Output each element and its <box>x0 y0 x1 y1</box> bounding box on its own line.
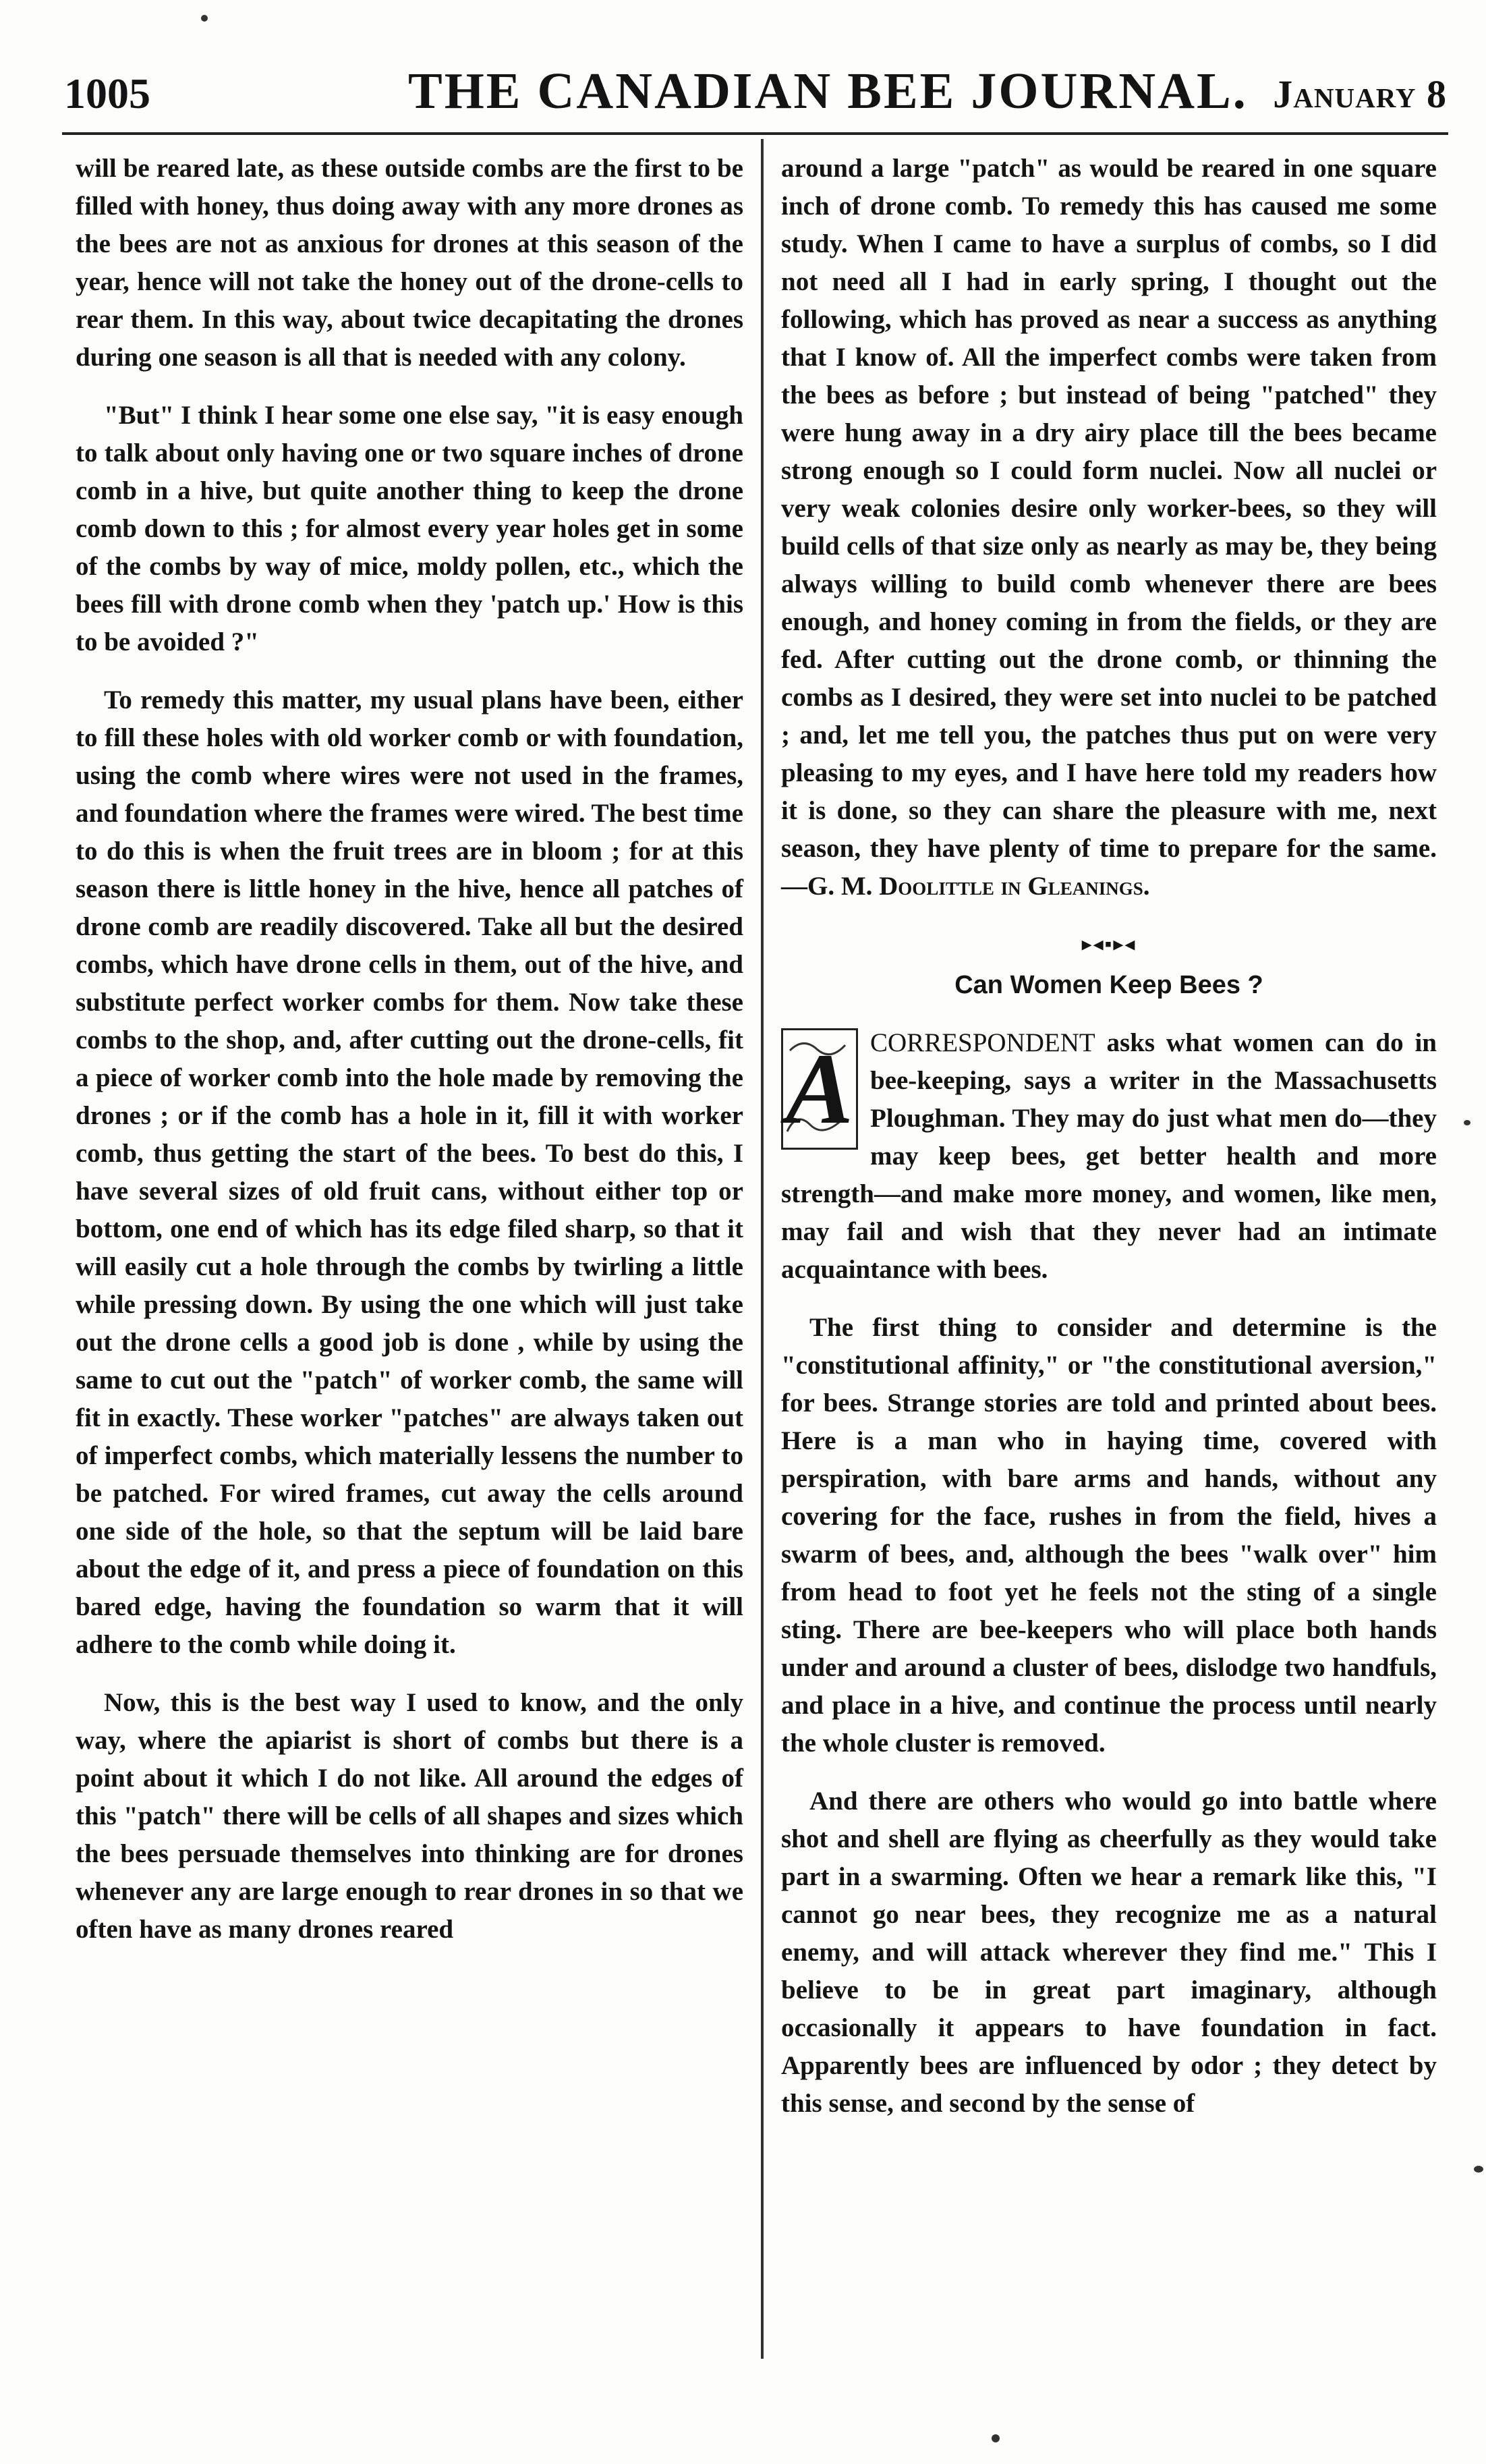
lead-paragraph <box>781 1024 1437 1289</box>
journal-title: THE CANADIAN BEE JOURNAL. <box>408 63 1248 119</box>
print-speck <box>1464 1120 1470 1125</box>
page-header <box>64 62 1447 123</box>
header-rule <box>62 132 1448 135</box>
print-speck <box>1474 2166 1483 2173</box>
article-signature: G. M. Doolittle in Gleanings. <box>807 872 1150 901</box>
article-paragraph: To remedy this matter, my usual plans have been, either to fill these holes with old worker comb or with foundation, using the comb where wires were not used in the frames, and foundation where the frames were wired. The best time to do this is when the fruit trees are in bloom ; for at this season there is little honey in the hive, hence all patches of drone comb are readily discovered. Take all but the desired combs, which have drone cells in them, out of the hive, and substitute perfect worker combs for them. Now take these combs to the shop, and, after cutting out the drone-cells, fit a piece of worker comb into the hole made by removing the drones ; or if the comb has a hole in it, fill it with worker comb, thus getting the start of the bees. To best do this, I have several sizes of old fruit cans, without either top or bottom, one end of which has its edge filed sharp, so that it will easily cut a hole through the combs by twirling a little while pressing down. By using the one which will just take out the drone cells a good job is done , while by using the same to cut out the "patch" of worker comb, the same will fit in exactly. These worker "patches" are always taken out of imperfect combs, which materially lessens the number to be patched. For wired frames, cut away the cells around one side of the hole, so that the septum will be laid bare about the edge of it, and press a piece of foundation on this bared edge, having the foundation so warm that it will adhere to the comb while doing it. <box>76 685 743 1659</box>
lead-caps: CORRESPONDENT <box>870 1028 1095 1057</box>
issue-date: January 8 <box>1273 72 1447 116</box>
section-title: Can Women Keep Bees ? <box>954 971 1263 999</box>
article-paragraph: "But" I think I hear some one else say, "it is easy enough to talk about only having one or two square inches of drone comb in a hive, but quite another thing to keep the drone comb down to this ; for almost every year holes get in some of the combs by way of mice, moldy pollen, etc., which the bees fill with drone comb when they 'patch up.' How is this to be avoided ?" <box>76 401 743 656</box>
article-paragraph: The first thing to consider and determine is the "constitutional affinity," or "the constitutional aversion," for bees. Strange stories are told and printed about bees. Here is a man who in haying time, covered with perspiration, with bare arms and hands, without any covering for the face, rushes in from the field, hives a swarm of bees, and, although the bees "walk over" him from head to foot yet he feels not the sting of a single sting. There are bee-keepers who will place both hands under and around a cluster of bees, dislodge two handfuls, and place in a hive, and continue the process until nearly the whole cluster is removed. <box>781 1313 1437 1758</box>
page-number: 1005 <box>64 69 150 117</box>
section-ornament: ▸◂▪▸◂ <box>1081 933 1137 955</box>
article-paragraph: will be reared late, as these outside combs are the first to be filled with honey, thus doing away with any more drones as the bees are not as anxious for drones at this season of the year, hence will not take the honey out of the drone-cells to rear them. In this way, about twice decapitating the drones during one season is all that is needed with any colony. <box>76 154 743 372</box>
drop-cap-frame <box>781 1028 858 1150</box>
column-divider <box>761 139 764 2359</box>
article-paragraph: Now, this is the best way I used to know, and the only way, where the apiarist is short of combs but there is a point about it which I do not like. All around the edges of this "patch" there will be cells of all shapes and sizes which the bees persuade themselves into thinking are for drones whenever any are large enough to rear drones in so that we often have as many drones reared <box>76 1688 743 1944</box>
continued-text: around a large "patch" as would be reared in one square inch of drone comb. To remedy this has caused me some study. When I came to have a surplus of combs, so I did not need all I had in early spring, I thought out the following, which has proved as near a success as anything that I know of. All the imperfect combs were taken from the bees as before ; but instead of being "patched" they were hung away in a dry airy place till the bees became strong enough so I could form nuclei. Now all nuclei or very weak colonies desire only worker-bees, so they will build cells of that size only as nearly as may be, they being always willing to build comb whenever there are bees enough, and honey coming in from the fields, or they are fed. After cutting out the drone comb, or thinning the combs as I desired, they were set into nuclei to be patched ; and, let me tell you, the patches thus put on were very pleasing to my eyes, and I have here told my readers how it is done, so they can share the pleasure with me, next season, they have plenty of time to prepare for the same.— <box>781 154 1437 901</box>
print-speck <box>201 15 208 22</box>
article-paragraph <box>781 150 1437 905</box>
article-paragraph: And there are others who would go into battle where shot and shell are flying as cheerfully as they would take part in a swarming. Often we hear a remark like this, "I cannot go near bees, they recognize me as a natural enemy, and will attack wherever they find me." This I believe to be in great part imaginary, although occasionally it appears to have foundation in fact. Apparently bees are influenced by odor ; they detect by this sense, and second by the sense of <box>781 1787 1437 2118</box>
right-column <box>781 150 1437 2143</box>
left-column <box>76 150 743 1969</box>
lead-text: asks what women can do in bee-keeping, says a writer in the Massachusetts Ploughman. They may do just what men do—they may keep bees, get better health and more strength—and make more money, and women, like men, may fail and wish that they never had an intimate acquaintance with bees. <box>781 1028 1437 1284</box>
drop-cap-letter: A <box>785 1033 854 1145</box>
print-speck <box>992 2434 1000 2442</box>
